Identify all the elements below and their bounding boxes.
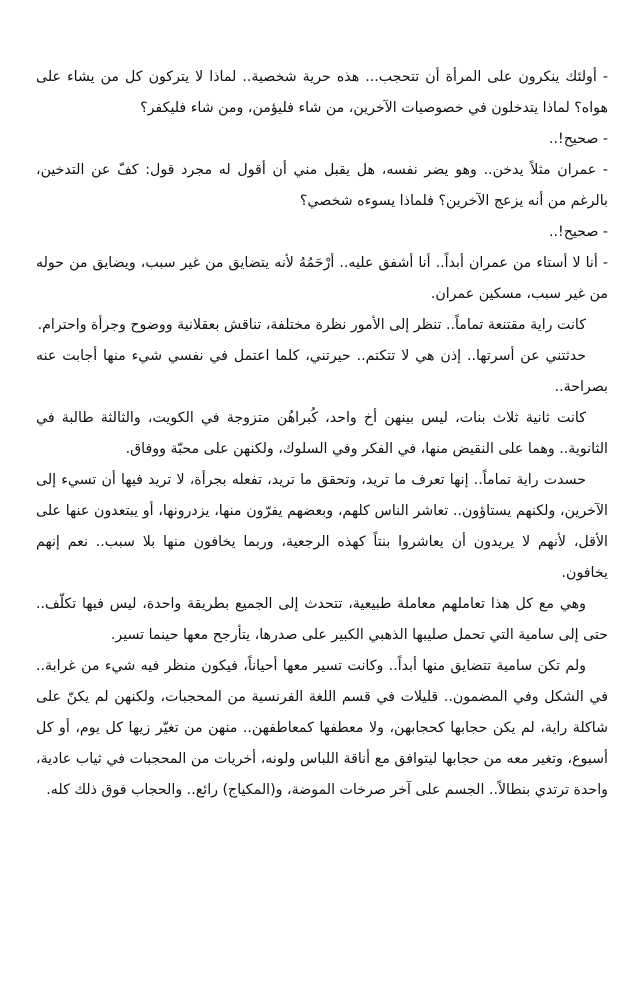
paragraph-8: كانت ثانية ثلاث بنات، ليس بينهن أخ واحد، كُبراهُن متزوجة في الكويت، والثالثة طالبة في الثانوية.. وهما على النقيض منها، في الفكر وفي السلوك، ولكنهن على محبّة ووفاق. — [36, 410, 608, 457]
paragraph-3: - عمران مثلاً يدخن.. وهو يضر نفسه، هل يقبل مني أن أقول له مجرد قول: كفّ عن التدخين، بالرغم من أنه يزعج الآخرين؟ فلماذا يسوءه شخصي؟ — [36, 162, 608, 209]
document-page — [36, 62, 608, 992]
paragraph-11: ولم تكن سامية تتضايق منها أبداً.. وكانت تسير معها أحياناً، فيكون منظر فيه شيء من غرابة.. في الشكل وفي المضمون.. قليلات في قسم اللغة الفرنسية من المحجبات، ولكنهن لم يكنّ على شاكلة راية، لم يكن حجابها كحجابهن، ولا معطفها كمعاطفهن.. منهن من تغيّر زيها كل يوم، أو كل أسبوع، وتغير معه من حجابها ليتوافق مع أناقة اللباس ولونه، أخريات من المحجبات في ثياب عادية، واحدة ترتدي بنطالاً.. الجسم على آخر صرخات الموضة، و(المكياج) رائع.. والحجاب فوق ذلك كله. — [36, 658, 608, 798]
paragraph-10: وهي مع كل هذا تعاملهم معاملة طبيعية، تتحدث إلى الجميع بطريقة واحدة، ليس فيها تكلّف.. حتى إلى سامية التي تحمل صليبها الذهبي الكبير على صدرها، يتأرجح معها حينما تسير. — [36, 596, 608, 643]
paragraph-9: حسدت راية تماماً.. إنها تعرف ما تريد، وتحقق ما تريد، تفعله بجرأة، لا تريد فيها أن تسيء إلى الآخرين، ولكنهم يستاؤون.. تعاشر الناس كلهم، وبعضهم يفرّون منها، يزدرونها، أو يبتعدون عنها على الأقل، لأنهم لا يريدون أن يعاشروا بنتاً كهذه الرجعية، وربما يخافون منها بلا سبب.. نعم إنهم يخافون. — [36, 472, 608, 581]
paragraph-2: - صحيح!.. — [549, 131, 608, 147]
paragraph-5: - أنا لا أستاء من عمران أبداً.. أنا أشفق عليه.. أرْحَمُهُ لأنه يتضايق من غير سبب، ويضايق من حوله من غير سبب، مسكين عمران. — [36, 255, 608, 302]
paragraph-1: - أولئك ينكرون على المرأة أن تتحجب... هذه حرية شخصية.. لماذا لا يتركون كل من يشاء على هواه؟ لماذا يتدخلون في خصوصيات الآخرين، من شاء فليؤمن، ومن شاء فليكفر؟ — [36, 69, 608, 116]
paragraph-4: - صحيح!.. — [549, 224, 608, 240]
paragraph-6: كانت راية مقتنعة تماماً.. تنظر إلى الأمور نظرة مختلفة، تناقش بعقلانية ووضوح وجرأة واحترام. — [37, 317, 586, 333]
paragraph-7: حدثتني عن أسرتها.. إذن هي لا تتكتم.. حيرتني، كلما اعتمل في نفسي شيء منها أجابت عنه بصراحة.. — [36, 348, 608, 395]
